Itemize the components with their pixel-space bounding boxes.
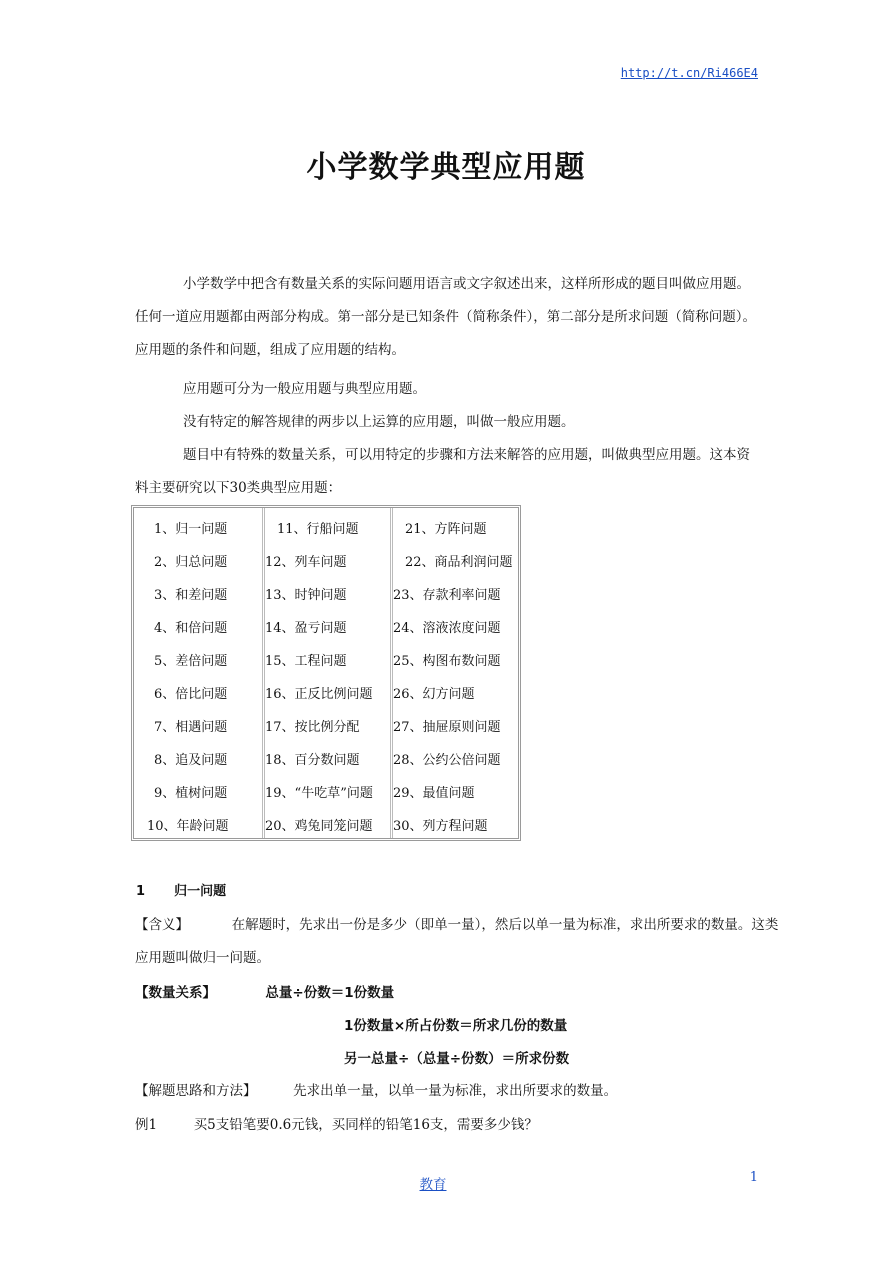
method-line	[135, 1079, 617, 1099]
page-number: 1	[749, 1170, 758, 1185]
topic-item: 19、“牛吃草”问题	[265, 786, 373, 801]
section-number: 1	[136, 884, 146, 899]
topic-item: 28、公约公倍问题	[393, 753, 501, 768]
topic-item: 4、和倍问题	[154, 621, 228, 636]
topic-item: 25、构图布数问题	[393, 654, 501, 669]
meaning-label: 【含义】	[135, 917, 189, 933]
topic-item: 11、行船问题	[277, 522, 359, 537]
topic-item: 23、存款利率问题	[393, 588, 501, 603]
topic-item: 7、相遇问题	[154, 720, 228, 735]
topic-item: 9、植树问题	[154, 786, 228, 801]
topic-column-3	[390, 508, 521, 838]
topic-item: 17、按比例分配	[265, 720, 360, 735]
example-text: 买5支铅笔要0.6元钱，买同样的铅笔16支，需要多少钱？	[193, 1117, 538, 1133]
meaning-line	[135, 913, 778, 933]
intro-paragraph-1: 小学数学中把含有数量关系的实际问题用语言或文字叙述出来，这样所形成的题目叫做应用题。任何一道应用题都由两部分构成。第一部分是已知条件（简称条件），第二部分是所求问题（简称问题）。应用题的条件和问题，组成了应用题的结构。	[135, 276, 756, 358]
meaning-text: 在解题时，先求出一份是多少（即单一量），然后以单一量为标准，求出所要求的数量。这类	[231, 917, 779, 933]
topic-item: 3、和差问题	[154, 588, 228, 603]
topic-item: 24、溶液浓度问题	[393, 621, 501, 636]
topic-item: 12、列车问题	[265, 555, 347, 570]
section-heading	[136, 880, 226, 899]
topic-item: 10、年龄问题	[147, 819, 229, 834]
topic-item: 18、百分数问题	[265, 753, 360, 768]
topic-list-table	[131, 505, 521, 841]
method-text: 先求出单一量，以单一量为标准，求出所要求的数量。	[293, 1083, 618, 1099]
topic-item: 13、时钟问题	[265, 588, 347, 603]
topic-item: 2、归总问题	[154, 555, 228, 570]
topic-item: 6、倍比问题	[154, 687, 228, 702]
topic-item: 5、差倍问题	[154, 654, 228, 669]
topic-column-1	[134, 508, 259, 838]
document-title: 小学数学典型应用题	[306, 150, 586, 185]
intro-paragraph-4: 题目中有特殊的数量关系，可以用特定的步骤和方法来解答的应用题，叫做典型应用题。这本资料主要研究以下30类典型应用题：	[135, 447, 750, 496]
relation-formula-3: 另一总量÷（总量÷份数）＝所求份数	[344, 1051, 570, 1067]
topic-item: 8、追及问题	[154, 753, 228, 768]
topic-column-2	[262, 508, 392, 838]
example-line	[135, 1113, 538, 1133]
footer-link[interactable]: 教育	[419, 1177, 447, 1193]
topic-item: 29、最值问题	[393, 786, 475, 801]
header-link[interactable]: http://t.cn/Ri466E4	[620, 66, 758, 80]
topic-item: 30、列方程问题	[393, 819, 488, 834]
relation-label: 【数量关系】	[135, 985, 216, 1001]
topic-item: 16、正反比例问题	[265, 687, 373, 702]
topic-item: 20、鸡兔同笼问题	[265, 819, 373, 834]
relation-formula-2: 1份数量×所占份数＝所求几份的数量	[344, 1018, 568, 1034]
topic-item: 14、盈亏问题	[265, 621, 347, 636]
relation-formula-1: 总量÷份数＝1份数量	[265, 985, 395, 1001]
topic-item: 27、抽屉原则问题	[393, 720, 501, 735]
section-title: 归一问题	[174, 884, 227, 899]
topic-item: 22、商品利润问题	[405, 555, 513, 570]
intro-paragraph-3: 没有特定的解答规律的两步以上运算的应用题，叫做一般应用题。	[183, 414, 575, 430]
topic-item: 15、工程问题	[265, 654, 347, 669]
topic-item: 1、归一问题	[154, 522, 228, 537]
example-label: 例1	[135, 1117, 158, 1133]
relation-line	[135, 981, 394, 1001]
topic-item: 21、方阵问题	[405, 522, 487, 537]
method-label: 【解题思路和方法】	[135, 1083, 257, 1099]
meaning-line-2: 应用题叫做归一问题。	[135, 950, 270, 966]
topic-item: 26、幻方问题	[393, 687, 475, 702]
intro-paragraph-2: 应用题可分为一般应用题与典型应用题。	[183, 381, 426, 397]
